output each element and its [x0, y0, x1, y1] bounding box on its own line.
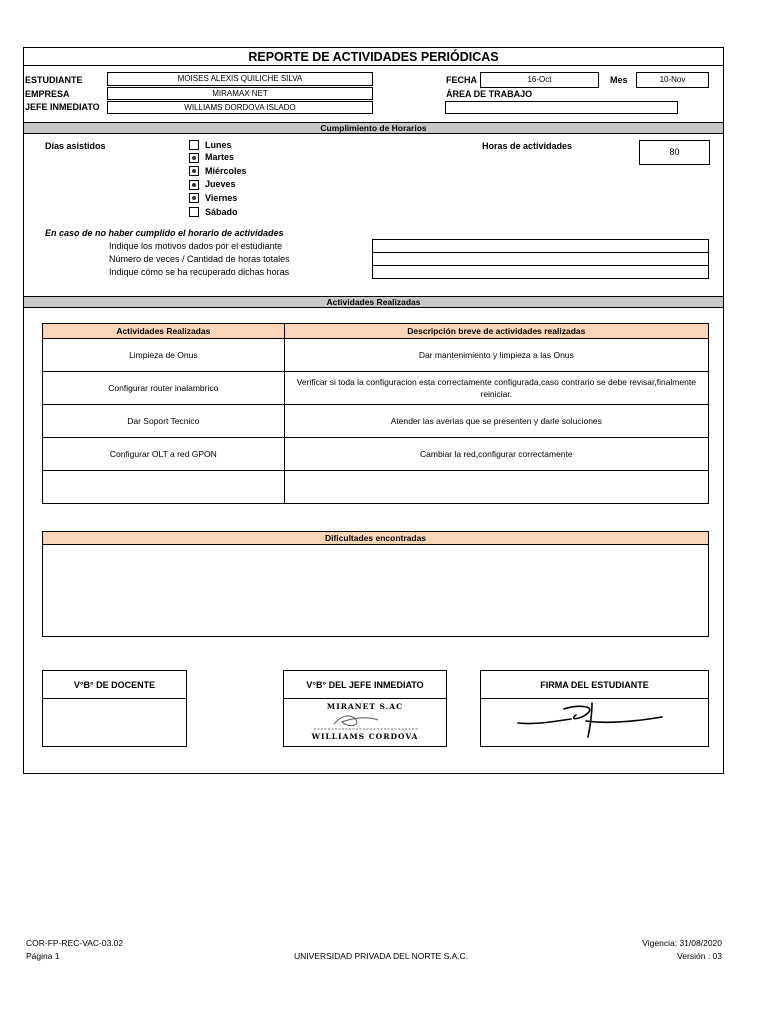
company-field[interactable]: MIRAMAX NET [107, 87, 373, 100]
column-header-description: Descripción breve de actividades realizadas [284, 324, 708, 339]
checkbox-viernes[interactable] [189, 193, 199, 203]
table-row [43, 339, 709, 372]
checkbox-sabado[interactable] [189, 207, 199, 217]
footer-version: Versión : 03 [677, 951, 722, 961]
boss-stamp [284, 699, 446, 746]
column-header-activity: Actividades Realizadas [43, 324, 285, 339]
checkbox-jueves[interactable] [189, 180, 199, 190]
activities-table [42, 323, 709, 504]
activities-section-bar: Actividades Realizadas [24, 296, 723, 308]
student-label: ESTUDIANTE [25, 75, 83, 85]
noncompliance-recovery-field[interactable] [372, 265, 709, 279]
day-label-lunes: Lunes [205, 140, 232, 150]
stamp-name: WILLIAMS CORDOVA [311, 732, 419, 741]
company-label: EMPRESA [25, 89, 70, 99]
page-title: REPORTE DE ACTIVIDADES PERIÓDICAS [24, 48, 723, 66]
footer-code: COR-FP-REC-VAC-03.02 [26, 938, 124, 948]
activity-cell[interactable]: Dar Soport Tecnico [43, 405, 285, 438]
boss-field[interactable]: WILLIAMS DORDOVA ISLADO [107, 101, 373, 114]
student-signature-icon [516, 701, 666, 741]
teacher-signature-box [42, 670, 187, 747]
checkbox-martes[interactable] [189, 153, 199, 163]
noncompliance-reasons-label: Indique los motivos dados por el estudiante [109, 241, 283, 251]
day-label-sabado: Sábado [205, 207, 238, 217]
description-cell[interactable]: Atender las averias que se presenten y darle soluciones [284, 405, 708, 438]
noncompliance-recovery-label: Indique cómo se ha recuperado dichas horas [109, 267, 290, 277]
activity-cell[interactable]: Limpieza de Onus [43, 339, 285, 372]
boss-signature-label: V°B° DEL JEFE INMEDIATO [284, 671, 446, 699]
student-signature-box [480, 670, 709, 747]
noncompliance-count-label: Número de veces / Cantidad de horas totales [109, 254, 290, 264]
student-field[interactable]: MOISES ALEXIS QUILICHE SILVA [107, 72, 373, 86]
date-label: FECHA [446, 75, 477, 85]
difficulties-field[interactable] [43, 545, 708, 635]
difficulties-title: Dificultades encontradas [43, 532, 708, 545]
activity-cell[interactable]: Configurar router inalambrico [43, 372, 285, 405]
teacher-signature-area[interactable] [43, 699, 186, 746]
table-row [43, 438, 709, 471]
boss-label: JEFE INMEDIATO [25, 102, 100, 112]
date-field[interactable]: 16-Oct [480, 72, 599, 88]
noncompliance-title: En caso de no haber cumplido el horario de actividades [45, 228, 284, 238]
description-cell[interactable]: Dar mantenimiento y limpieza a las Onus [284, 339, 708, 372]
checkbox-miercoles[interactable] [189, 166, 199, 176]
area-field[interactable] [445, 101, 678, 114]
days-label: Días asistidos [45, 141, 106, 151]
difficulties-box [42, 531, 709, 637]
student-signature-area[interactable] [481, 699, 708, 746]
boss-signature-icon [312, 710, 422, 732]
activity-cell[interactable]: Configurar OLT a red GPON [43, 438, 285, 471]
table-row [43, 405, 709, 438]
activity-cell[interactable] [43, 471, 285, 504]
day-label-jueves: Jueves [205, 179, 236, 189]
stamp-company: MIRANET S.AC [326, 702, 404, 711]
noncompliance-count-field[interactable] [372, 252, 709, 266]
boss-signature-box [283, 670, 447, 747]
footer-institution: UNIVERSIDAD PRIVADA DEL NORTE S.A.C. [294, 951, 469, 961]
noncompliance-reasons-field[interactable] [372, 239, 709, 253]
table-row [43, 471, 709, 504]
footer-validity: Vigencia: 31/08/2020 [642, 938, 722, 948]
description-cell[interactable]: Cambiar la red,configurar correctamente [284, 438, 708, 471]
month-field[interactable]: 10-Nov [636, 72, 709, 88]
table-header-row [43, 324, 709, 339]
footer-page: Página 1 [26, 951, 60, 961]
area-label: ÁREA DE TRABAJO [446, 89, 533, 99]
checkbox-lunes[interactable] [189, 140, 199, 150]
schedule-section-bar: Cumplimiento de Horarios [24, 122, 723, 134]
hours-field[interactable]: 80 [639, 140, 710, 165]
description-cell[interactable]: Verificar si toda la configuracion esta correctamente configurada,caso contrario se debe revisar,finalmente reiniciar. [284, 372, 708, 405]
student-signature-label: FIRMA DEL ESTUDIANTE [481, 671, 708, 699]
description-cell[interactable] [284, 471, 708, 504]
day-label-martes: Martes [205, 152, 235, 162]
teacher-signature-label: V°B° DE DOCENTE [43, 671, 186, 699]
day-label-viernes: Viernes [205, 193, 238, 203]
month-label: Mes [610, 75, 628, 85]
hours-label: Horas de actividades [482, 141, 573, 151]
day-label-miercoles: Miércoles [205, 166, 247, 176]
table-row [43, 372, 709, 405]
